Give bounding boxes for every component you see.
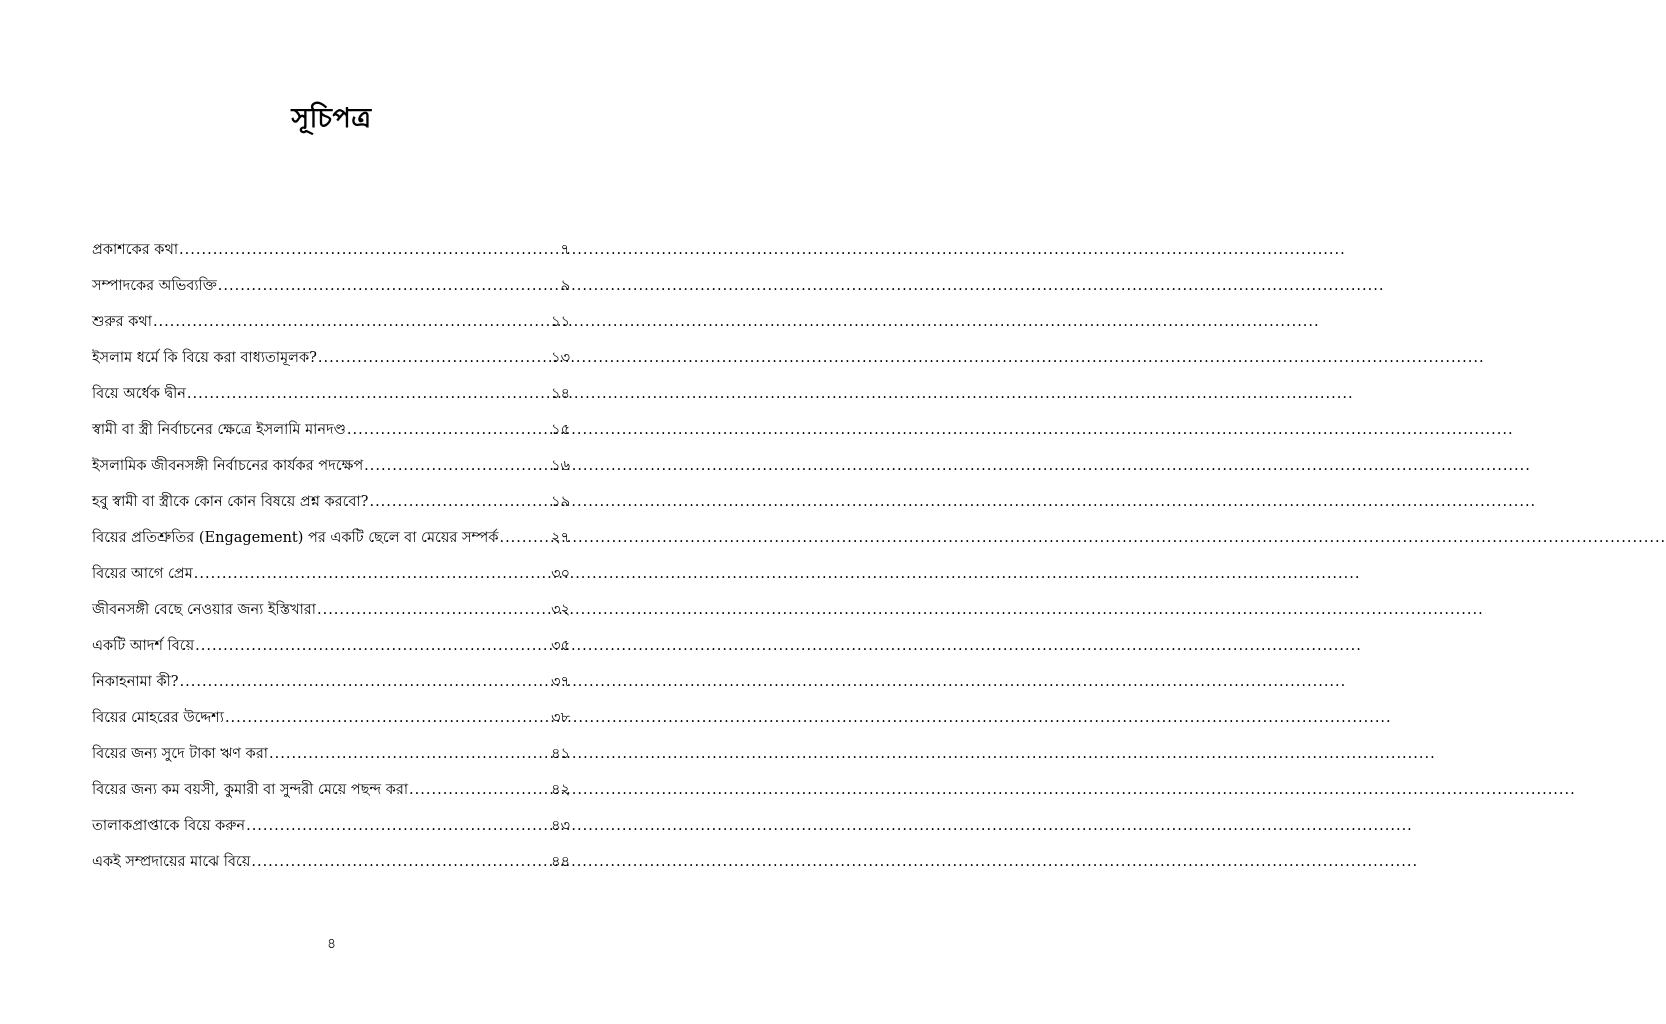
toc-dot-leader (269, 740, 550, 768)
toc-dot-leader (317, 596, 550, 624)
toc-entry-title: একই সম্প্রদায়ের মাঝে বিয়ে (92, 854, 251, 870)
toc-entry-title: তালাকপ্রাপ্তাকে বিয়ে করুন (92, 818, 246, 834)
toc-entry-page: ১১ (551, 314, 570, 330)
toc-entry-title: একটি আদর্শ বিয়ে (92, 638, 195, 654)
toc-entry-page: ১৯ (551, 494, 570, 510)
toc-entry (92, 236, 570, 272)
toc-dot-leader (153, 308, 550, 336)
toc-entry-page: ১৫ (551, 422, 570, 438)
toc-entry (92, 452, 570, 488)
toc-entry-title: বিয়ের আগে প্রেম (92, 566, 193, 582)
toc-entry-page: ৩৭ (551, 674, 570, 690)
page-number: ৪ (326, 936, 337, 952)
toc-entry (92, 596, 570, 632)
toc-entry-page: ১৩ (551, 350, 570, 366)
toc-entry-title: জীবনসঙ্গী বেছে নেওয়ার জন্য ইস্তিখারা (92, 602, 316, 618)
toc-entry (92, 632, 570, 668)
toc-entry-page: ৪২ (551, 782, 570, 798)
toc-dot-leader (187, 380, 550, 408)
toc-entry (92, 344, 570, 380)
toc-entry (92, 380, 570, 416)
toc-entry-page: ১৪ (551, 386, 570, 402)
toc-dot-leader (499, 524, 550, 552)
toc-entry (92, 740, 570, 776)
toc-entry-title: বিয়ে অর্ধেক দ্বীন (92, 386, 186, 402)
toc-entry (92, 812, 570, 848)
toc-entry (92, 308, 570, 344)
table-of-contents (92, 236, 570, 884)
toc-dot-leader (218, 272, 560, 300)
toc-dot-leader (364, 452, 550, 480)
toc-entry-page: ৩৫ (551, 638, 570, 654)
toc-entry-title: বিয়ের জন্য কম বয়সী, কুমারী বা সুন্দরী মেয়ে পছন্দ করা (92, 782, 409, 798)
toc-entry-title: শুরুর কথা (92, 314, 152, 330)
toc-dot-leader (369, 488, 550, 516)
toc-dot-leader (179, 236, 560, 264)
toc-entry-title: সম্পাদকের অভিব্যক্তি (92, 278, 217, 294)
toc-entry-page: ৪৪ (551, 854, 570, 870)
toc-entry-title: বিয়ের মোহরের উদ্দেশ্য (92, 710, 224, 726)
toc-entry-page: ৪৩ (551, 818, 570, 834)
toc-entry-title: ইসলামিক জীবনসঙ্গী নির্বাচনের কার্যকর পদক্ষেপ (92, 458, 364, 474)
toc-entry-title: নিকাহনামা কী? (92, 674, 179, 690)
toc-entry (92, 668, 570, 704)
toc-entry-page: ৩০ (551, 566, 570, 582)
toc-dot-leader (194, 560, 550, 588)
toc-dot-leader (318, 344, 550, 372)
toc-entry-page: ৭ (560, 242, 570, 258)
toc-entry-title: স্বামী বা স্ত্রী নির্বাচনের ক্ষেত্রে ইসলামি মানদণ্ড (92, 422, 346, 438)
toc-dot-leader (246, 812, 550, 840)
toc-entry-page: ৩৮ (551, 710, 570, 726)
toc-entry (92, 272, 570, 308)
toc-entry (92, 524, 570, 560)
toc-entry-title: বিয়ের প্রতিশ্রুতির (Engagement) পর একটি ছেলে বা মেয়ের সম্পর্ক (92, 530, 499, 546)
toc-dot-leader (195, 632, 550, 660)
toc-entry (92, 848, 570, 884)
page-title: সূচিপত্র (291, 103, 372, 134)
toc-entry (92, 704, 570, 740)
toc-entry (92, 416, 570, 452)
toc-dot-leader (347, 416, 550, 444)
toc-entry (92, 488, 570, 524)
toc-entry-page: ৯ (560, 278, 570, 294)
toc-dot-leader (180, 668, 551, 696)
toc-entry-page: ৪১ (551, 746, 570, 762)
toc-entry (92, 560, 570, 596)
toc-entry-page: ১৬ (551, 458, 570, 474)
toc-entry-title: হবু স্বামী বা স্ত্রীকে কোন কোন বিষয়ে প্রশ্ন করবো? (92, 494, 369, 510)
toc-entry-page: ২৭ (551, 530, 570, 546)
toc-entry (92, 776, 570, 812)
toc-entry-title: ইসলাম ধর্মে কি বিয়ে করা বাধ্যতামূলক? (92, 350, 317, 366)
toc-dot-leader (251, 848, 550, 876)
toc-dot-leader (225, 704, 550, 732)
toc-entry-title: বিয়ের জন্য সুদে টাকা ঋণ করা (92, 746, 269, 762)
toc-dot-leader (409, 776, 550, 804)
toc-entry-page: ৩২ (551, 602, 570, 618)
toc-entry-title: প্রকাশকের কথা (92, 242, 179, 258)
